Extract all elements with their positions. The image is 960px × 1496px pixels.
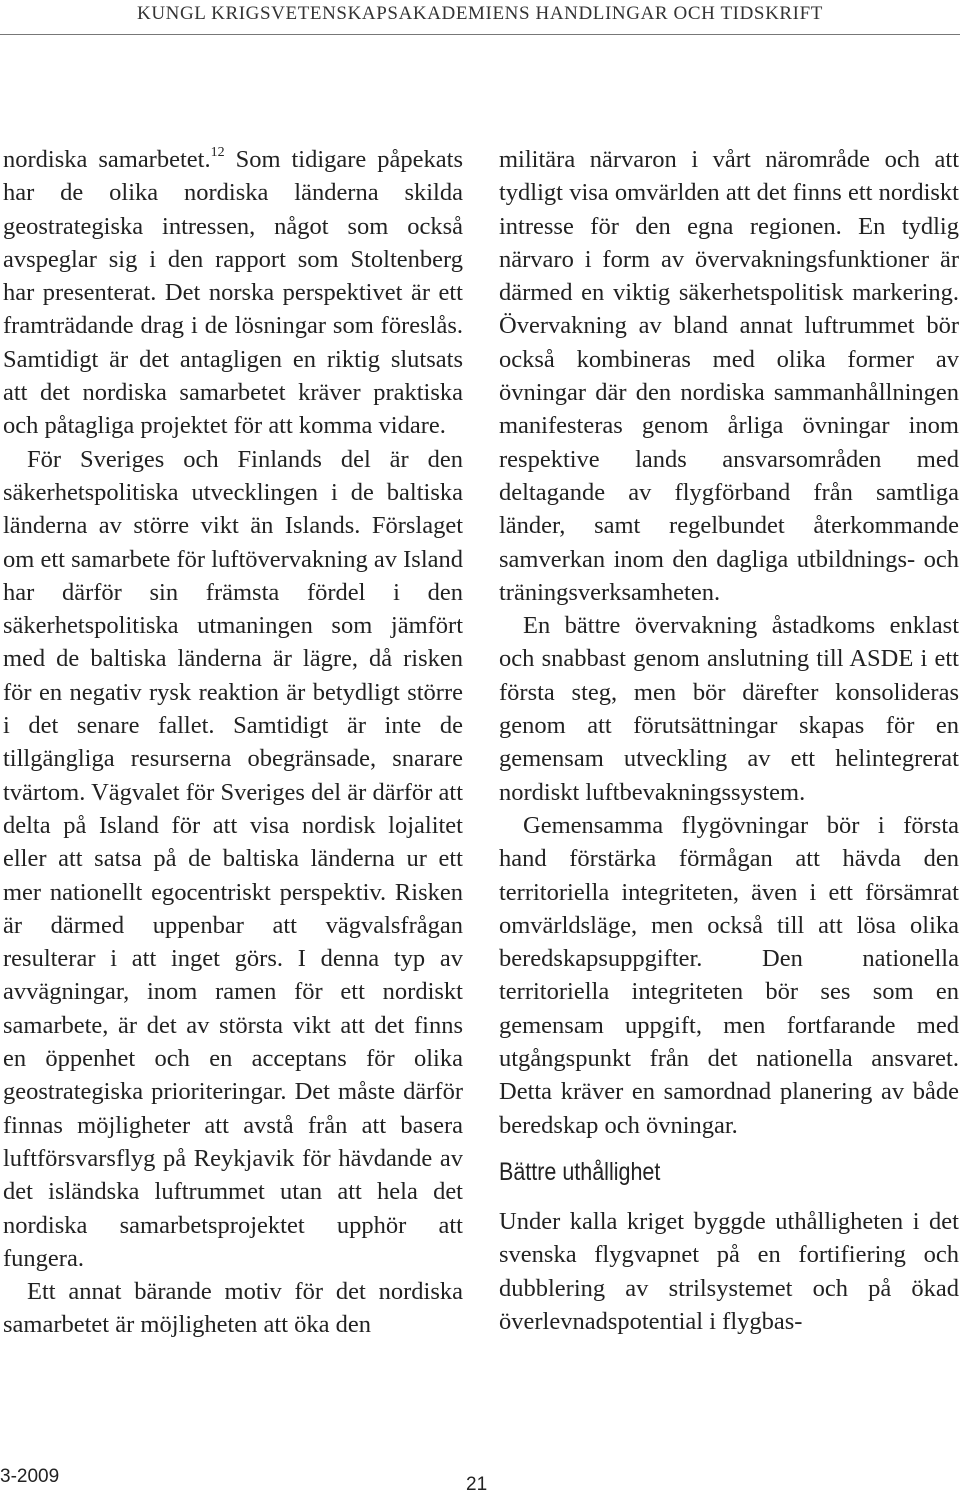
section-heading: Bättre uthållighet [499, 1157, 661, 1186]
left-column [3, 143, 463, 1342]
issue-number: 3-2009 [0, 1466, 60, 1487]
paragraph: militära närvaron i vårt närområde och att tydligt visa omvärlden att det finns ett nordiskt intresse för den egna regionen. En tydlig närvaro i form av övervakningsfunktioner är därmed en viktig säkerhetspolitisk markering. Övervakning av bland annat luftrummet bör också kombineras med olika former av övningar där den nordiska sammanhållningen manifesteras genom årliga övningar inom respektive lands ansvarsområden med deltagande av flygförband från samtliga länder, samt regelbundet återkommande samverkan inom den dagliga utbildnings- och träningsverksamheten. [499, 146, 959, 606]
page-number: 21 [466, 1474, 488, 1495]
paragraph: En bättre övervakning åstadkoms enklast och snabbast genom anslutning till ASDE i ett första steg, men bör därefter konsolideras genom att förutsättningar skapas för en gemensam utveckling av ett helintegrerat nordiskt luftbevakningssystem. [499, 612, 959, 806]
paragraph: Gemensamma flygövningar bör i första hand förstärka förmågan att hävda den territoriella integriteten, även i ett försämrat omvärldsläge, men också till att lösa olika beredskapsuppgifter. Den nationella territoriella integriteten bör ses som en gemensam uppgift, men fortfarande med utgångspunkt från det nationella ansvaret. Detta kräver en samordnad planering av både beredskap och övningar. [499, 811, 959, 1139]
footnote-reference[interactable]: 12 [210, 144, 225, 160]
paragraph-text: nordiska samarbetet. [3, 146, 211, 173]
paragraph-text: Som tidigare påpekats har de olika nordiska länderna skilda geostrategiska intressen, något som också avspeglar sig i den rapport som Stoltenberg har presenterat. Det norska perspektivet är ett framträdande drag i de lösningar som föreslås. Samtidigt är det antagligen en riktig slutsats att det nordiska samarbetet kräver praktiska och påtagliga projektet för att komma vidare. [3, 146, 463, 440]
paragraph: Ett annat bärande motiv för det nordiska samarbetet är möjligheten att öka den [3, 1278, 463, 1339]
running-head [0, 0, 960, 35]
paragraph: För Sveriges och Finlands del är den säkerhetspolitiska utvecklingen i de baltiska länderna av större vikt än Islands. Förslaget om ett samarbete för luftövervakning av Island har därför sin främsta fördel i den säkerhetspolitiska utmaningen som jämfört med de baltiska länderna är lägre, då risken för en negativ rysk reaktion är betydligt större i det senare fallet. Samtidigt är inte de tillgängliga resurserna obegränsade, snarare tvärtom. Vägvalet för Sveriges del är därför att delta på Island för att visa nordisk lojalitet eller att satsa på de baltiska länderna ur ett mer nationellt egocentriskt perspektiv. Risken är därmed uppenbar att vägvalsfrågan resulterar i att inget görs. I denna typ av avvägningar, inom ramen för ett nordiskt samarbete, är det av största vikt att det finns en öppenhet och en acceptans för olika geostrategiska prioriteringar. Det måste därför finnas möjligheter att avstå från att basera luftförsvarsflyg på Reykjavik för hävdande av det isländska luftrummet utan att hela det nordiska samarbetsprojektet upphör att fungera. [3, 445, 463, 1272]
journal-title: KUNGL KRIGSVETENSKAPSAKADEMIENS HANDLINGAR OCH TIDSKRIFT [137, 3, 823, 24]
right-column [499, 143, 959, 1338]
paragraph [3, 143, 463, 443]
paragraph: Under kalla kriget byggde uthålligheten i det svenska flygvapnet på en fortifiering och dubblering av strilsystemet och på ökad överlevnadspotential i flygbas- [499, 1207, 959, 1335]
